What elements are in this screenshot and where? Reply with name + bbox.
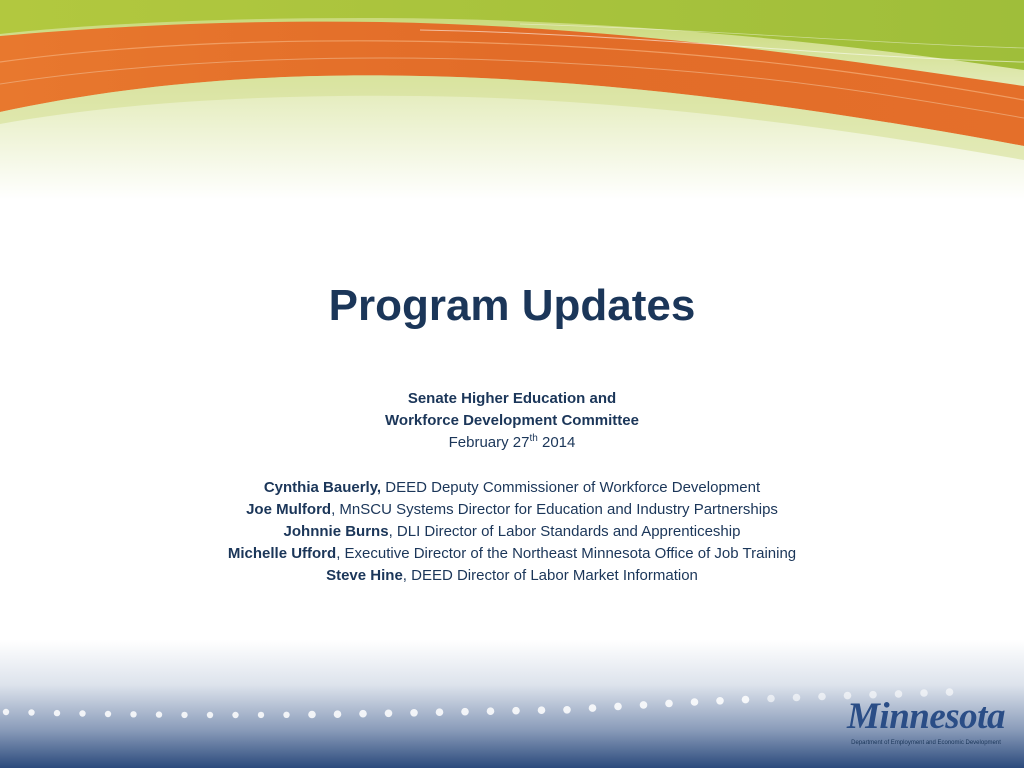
presenter-item <box>0 499 1024 521</box>
footer-dot <box>28 709 34 715</box>
presenter-item <box>0 521 1024 543</box>
footer-dot <box>614 703 622 711</box>
footer-dot <box>640 701 648 709</box>
presenter-role: , DLI Director of Labor Standards and Apprenticeship <box>388 523 741 540</box>
committee-line-2: Workforce Development Committee <box>385 412 639 429</box>
footer-dot <box>3 709 9 715</box>
footer-dot <box>716 697 724 705</box>
footer-dot <box>767 695 775 703</box>
footer-dot <box>258 712 264 718</box>
footer-dot <box>334 710 342 718</box>
footer-dot <box>232 712 238 718</box>
presenter-item <box>0 477 1024 499</box>
footer-dot <box>665 700 673 708</box>
header-swoosh-banner <box>0 0 1024 200</box>
slide-title: Program Updates <box>328 281 696 330</box>
date-year: 2014 <box>537 434 576 451</box>
presenter-name: Cynthia Bauerly, <box>263 479 382 496</box>
footer-dot <box>283 712 289 718</box>
logo-wordmark: Minnesota <box>847 696 1005 737</box>
date-ordinal: th <box>529 433 538 444</box>
presentation-date <box>0 432 1024 454</box>
presenter-list <box>0 477 1024 587</box>
footer-dot <box>563 706 571 714</box>
footer-dot <box>461 708 469 716</box>
footer-dot <box>385 710 393 718</box>
footer-dot <box>207 712 213 718</box>
presenter-name: Johnnie Burns <box>283 523 389 540</box>
presenter-name: Steve Hine <box>326 567 403 584</box>
date-prefix: February 27 <box>448 434 530 451</box>
presenter-item <box>0 543 1024 565</box>
footer-dot <box>105 711 111 717</box>
footer-dot <box>818 693 826 701</box>
footer-dot <box>359 710 367 718</box>
footer-dot <box>793 694 801 702</box>
presenter-name: Joe Mulford <box>246 501 332 518</box>
footer-dot <box>130 711 136 717</box>
footer-dot <box>308 711 316 719</box>
footer-dot <box>742 696 750 704</box>
footer-dot <box>691 698 699 706</box>
footer-dot <box>79 710 85 716</box>
footer-dot <box>436 708 444 716</box>
footer-dot <box>487 707 495 715</box>
presenter-role: DEED Deputy Commissioner of Workforce Development <box>381 479 761 496</box>
footer-dot <box>512 707 520 715</box>
footer-dot <box>54 710 60 716</box>
presenter-role: , DEED Director of Labor Market Information <box>402 567 698 584</box>
presenter-item <box>0 565 1024 587</box>
minnesota-deed-logo <box>846 697 1006 753</box>
footer-dot <box>538 706 546 714</box>
slide-subtitle <box>0 388 1024 454</box>
footer-dot <box>156 711 162 717</box>
committee-line-1: Senate Higher Education and <box>407 390 617 407</box>
presenter-name: Michelle Ufford <box>227 545 337 562</box>
footer-dot <box>589 704 597 712</box>
footer-dot <box>181 712 187 718</box>
footer-dot <box>410 709 418 717</box>
logo-tagline: Department of Employment and Economic Development <box>851 740 1001 746</box>
presenter-role: , MnSCU Systems Director for Education and Industry Partnerships <box>331 501 778 518</box>
presenter-role: , Executive Director of the Northeast Minnesota Office of Job Training <box>336 545 797 562</box>
footer-dot <box>946 688 954 696</box>
